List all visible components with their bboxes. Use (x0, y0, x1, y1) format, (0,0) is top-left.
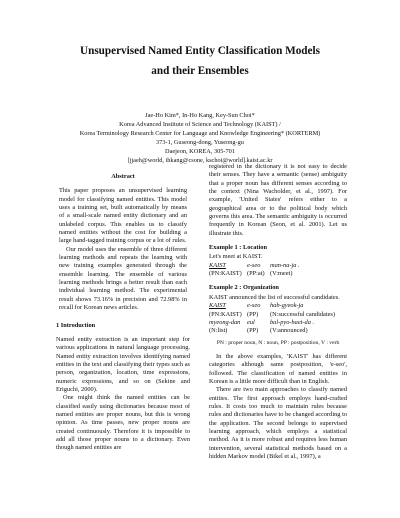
abstract-paragraph-1: This paper proposes an unsupervised learning model for classifying named entities. This model uses a training set, built automatically by means of a small-scale named entity dictionary and an unlabeled corpus. This enables us to classify named entities without the cost for building a large hand-tagged training corpus or a lot of rules. (59, 187, 187, 245)
right-column (209, 163, 347, 461)
gloss-token: man-na-ja . (270, 261, 300, 269)
example-2-gloss-korean-2 (209, 319, 347, 327)
author-block (0, 111, 400, 165)
gloss-token: (V:meet) (270, 270, 293, 278)
body-paragraph-2: In the above examples, 'KAIST' has different categories although same postposition, 'e-seo', followed. The classification of named entities in Korean is a little more difficult than in English. (209, 352, 347, 385)
example-1-heading: Example 1 : Location (209, 244, 267, 252)
example-1-gloss-english (209, 270, 347, 278)
intro-paragraph-1: Named entity extraction is an important step for various applications in natural language processing. Named entity extraction involves identifying named entities in the text and classifying their types such as person, organization, location, time expressions, numeric expressions, and so on (Sekine and Eriguchi, 2000). (56, 335, 190, 393)
title-line-2: and their Ensembles (151, 65, 249, 77)
intro-paragraph-2: One might think the named entities can be classified easily using dictionaries because most of named entities are proper nouns, but this is wrong opinion. As time passes, new proper nouns are created continuously. Therefore it is impossible to add all those proper nouns to a dictionary. Even though named entities are (56, 394, 190, 452)
gloss-token: (PN:KAIST) (209, 270, 242, 278)
gloss-token: KAIST (209, 261, 226, 269)
gloss-token: (N:successful candidates) (270, 310, 335, 318)
gloss-legend: PN : proper noun, N : noun, PP : postposition, V : verb (216, 339, 340, 346)
gloss-token: hab-gyeok-ja (270, 302, 304, 310)
gloss-token: e-seo (247, 261, 261, 269)
left-column (56, 173, 190, 453)
gloss-token: eul (247, 318, 255, 326)
example-1-sentence: Let's meet at KAIST. (209, 253, 263, 261)
affiliation-2: Korea Terminology Research Center for Language and Knowledge Engineering* (KORTERM) (79, 130, 321, 137)
gloss-token: (PP) (247, 327, 259, 335)
gloss-token: KAIST (209, 302, 226, 310)
abstract-paragraph-2: Our model uses the ensemble of three different learning methods and repeats the learning with new training examples generated through the ensemble learning. The ensemble of various learning methods brings a better result than each individual learning method. The experimental result shows 73.16% in precision and 72.98% in recall for Korean news articles. (59, 245, 187, 312)
gloss-token: e-seo (247, 302, 261, 310)
affiliation-1: Korea Advanced Institute of Science and Technology (KAIST) / (119, 121, 281, 128)
gloss-token: bal-pyo-haet-da . (270, 318, 315, 326)
gloss-token: myeong-dan (209, 318, 241, 326)
paper-title (0, 41, 400, 81)
title-line-1: Unsupervised Named Entity Classification Models (80, 45, 320, 57)
example-2-gloss-korean-1 (209, 302, 347, 310)
gloss-token: (N:list) (209, 327, 228, 335)
gloss-token: (PN:KAIST) (209, 310, 242, 318)
section-heading-introduction: 1 Introduction (56, 321, 96, 329)
gloss-token: (V:announced) (270, 327, 308, 335)
example-2-gloss-english-1 (209, 311, 347, 319)
author-names: Jae-Ho Kim*, In-Ho Kang, Key-Sun Choi* (145, 112, 255, 119)
example-1-gloss-korean (209, 262, 347, 270)
gloss-token: (PP:at) (247, 270, 265, 278)
address-1: 373-1, Guseong-dong, Yuseong-gu (156, 139, 244, 146)
author-emails: [jjaeh@world, ihkang@csone, kschoi@world].kaist.ac.kr (127, 157, 273, 164)
abstract-body (59, 187, 187, 312)
body-paragraph-1: registered in the dictionary it is not easy to decide their senses. They have a semantic (sense) ambiguity that a proper noun has different senses according to the context (Nina Wacholder, et al., 1997). For example, 'United States' refers either to a geographical area or to the political body which governs this area. The semantic ambiguity is occurred frequently in Korean (Seon, et al. 2001). Let us illustrate this. (209, 163, 347, 237)
example-2-heading: Example 2 : Organization (209, 284, 279, 292)
example-2-sentence: KAIST announced the list of successful candidates. (209, 293, 340, 301)
body-paragraph-3: There are two main approaches to classify named entities. The first approach employs hand-crafted rules. It costs too much to maintain rules because rules and dictionaries have to be changed according to the application. The second belongs to supervised learning approach, which employs a statistical method. As it is more robust and requires less human intervention, several statistical methods based on a hidden Markov model (Bikel et al., 1997), a (209, 386, 347, 460)
example-2-gloss-english-2 (209, 327, 347, 335)
abstract-heading: Abstract (111, 173, 135, 180)
gloss-token: (PP) (247, 310, 259, 318)
address-2: Daejeon, KOREA, 305-701 (165, 148, 235, 155)
